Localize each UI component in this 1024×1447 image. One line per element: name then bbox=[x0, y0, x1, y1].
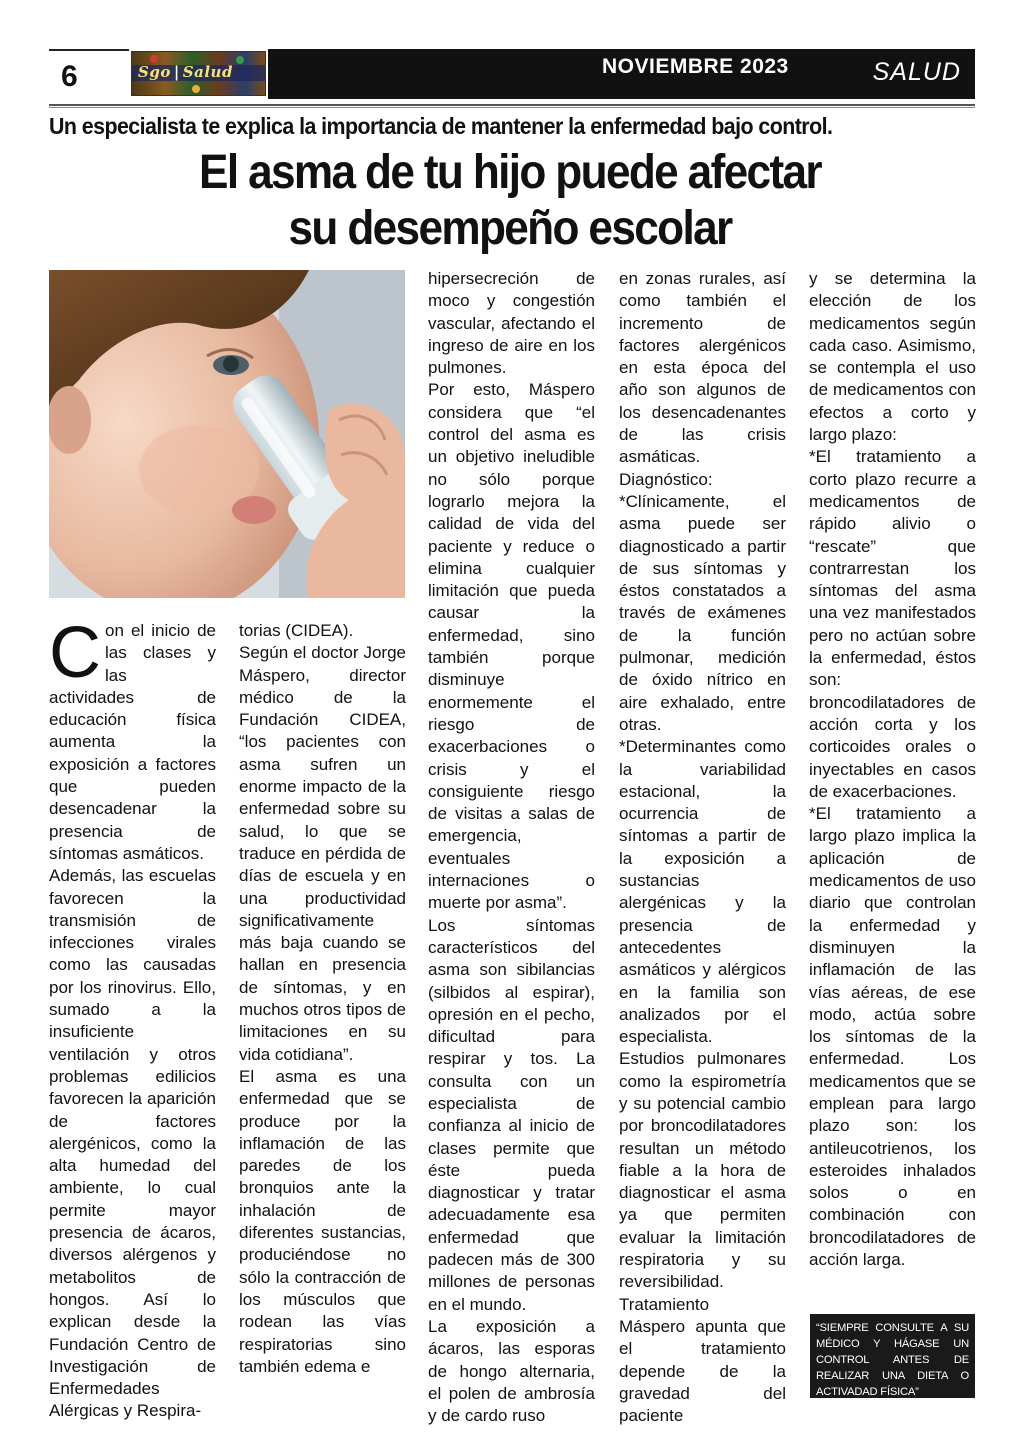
paragraph: *El tratamiento a corto plazo recurre a medicamentos de rápido alivio o “rescate” que contrarrestan los síntomas del asma una vez manifestados pero no actúan sobre la enfermedad, éstos son: broncodilatadores de acción corta y los corticoides orales o inyectables en casos de exacerbaciones. bbox=[809, 447, 976, 801]
paragraph: Estudios pulmonares como la espirometría y su potencial cambio por broncodilatadores resultan un método fiable a la hora de diagnosticar el asma ya que permiten evaluar la limitación respiratoria y su reversibilidad. bbox=[619, 1049, 786, 1292]
paragraph: *Clínicamente, el asma puede ser diagnosticado a partir de sus síntomas y éstos constatados a través de exámenes de la función pulmonar, medición de óxido nítrico en aire exhalado, entre otras. bbox=[619, 491, 786, 734]
paragraph: torias (CIDEA). bbox=[239, 621, 354, 640]
logo-text-left: Sgo bbox=[138, 63, 171, 81]
paragraph: *Determinantes como la variabilidad estacional, la ocurrencia de síntomas a partir de la exposición a sustancias alergénicas y la presencia de antecedentes asmáticos y alérgicos en la familia son analizados por el especialista. bbox=[619, 737, 786, 1047]
paragraph: Según el doctor Jorge Máspero, director médico de la Fundación CIDEA, “los pacientes con asma sufren un enorme impacto de la enfermedad sobre su salud, lo que se traduce en pérdida de días de escuela y en una productividad significativamente más baja cuando se hallan en presencia de síntomas, y en muchos otros tipos de limitaciones en su vida cotidiana”. bbox=[239, 643, 406, 1064]
paragraph: Máspero apunta que el tratamiento depende de la gravedad del paciente bbox=[619, 1316, 786, 1426]
article-headline bbox=[160, 145, 859, 257]
issue-date: NOVIEMBRE 2023 bbox=[602, 55, 789, 78]
article-photo bbox=[49, 270, 405, 598]
page-number: 6 bbox=[49, 49, 129, 99]
paragraph: Por esto, Máspero considera que “el control del asma es un objetivo ineludible no sólo porque lograrlo mejora la calidad de vida del paciente y reduce o elimina cualquier limitación que pueda causar la enfermedad, sino también porque disminuye enormemente el riesgo de exacerbaciones o crisis y el consiguiente riesgo de visitas a salas de emergencia, eventuales internaciones o muerte por asma”. bbox=[428, 380, 595, 913]
headline-line-2: su desempeño escolar bbox=[288, 202, 732, 255]
header-divider bbox=[49, 104, 975, 108]
paragraph: *El tratamiento a largo plazo implica la aplicación de medicamentos de uso diario que controlan la enfermedad y disminuyen la inflamación de las vías aéreas, de ese modo, actúa sobre los síntomas de la enfermedad. Los medicamentos que se emplean para largo plazo son: los antileucotrienos, los esteroides inhalados solos o en combinación con broncodilatadores de acción larga. bbox=[809, 804, 976, 1270]
section-label: SALUD bbox=[872, 58, 961, 86]
paragraph: Los síntomas característicos del asma son sibilancias (silbidos al espirar), opresión en el pecho, dificultad para respirar y tos. La consulta con un especialista de confianza al inicio de clases permite que éste pueda diagnosticar y tratar adecuadamente esa enfermedad que padecen más de 300 millones de personas en el mundo. bbox=[428, 915, 595, 1314]
drop-cap: C bbox=[49, 613, 101, 693]
article-column-1 bbox=[49, 613, 216, 1423]
paragraph: La exposición a ácaros, las esporas de hongo alternaria, el polen de ambrosía y de cardo ruso bbox=[428, 1316, 595, 1426]
paragraph: on el inicio de las clases y las actividades de educación física aumenta la exposición a factores que pueden desencadenar la presencia de síntomas asmáticos. bbox=[49, 621, 216, 863]
paragraph: hipersecreción de moco y congestión vascular, afectando el ingreso de aire en los pulmones. bbox=[428, 269, 595, 378]
page-header bbox=[49, 49, 975, 99]
article-column-2 bbox=[239, 620, 406, 1378]
paragraph: El asma es una enfermedad que se produce por la inflamación de las paredes de los bronquios ante la inhalación de diferentes sustancias, produciéndose no sólo la contracción de los músculos que rodean las vías respiratorias sino también edema e bbox=[239, 1066, 406, 1376]
article-column-5 bbox=[809, 268, 976, 1271]
publication-logo: Sgo | Salud bbox=[131, 51, 266, 96]
article-column-4 bbox=[619, 268, 786, 1427]
advice-notice-box: “SIEMPRE CONSULTE A SU MÉDICO Y HÁGASE UN CONTROL ANTES DE REALIZAR UNA DIETA O ACTIVADAD FÍSICA” bbox=[810, 1314, 975, 1398]
paragraph: y se determina la elección de los medicamentos según cada caso. Asimismo, se contempla el uso de medicamentos con efectos a corto y largo plazo: bbox=[809, 269, 976, 445]
paragraph: Además, las escuelas favorecen la transmisión de infecciones virales como las causadas por los rinovirus. Ello, sumado a la insuficiente ventilación y otros problemas edilicios favorecen la aparición de factores alergénicos, como la alta humedad del ambiente, lo cual permite mayor presencia de ácaros, diversos alérgenos y metabolitos de hongos. Así lo explican desde la Fundación Centro de Investigación de Enfermedades Alérgicas y Respira- bbox=[49, 866, 216, 1421]
article-column-3 bbox=[428, 268, 595, 1427]
headline-line-1: El asma de tu hijo puede afectar bbox=[199, 146, 821, 199]
article-kicker: Un especialista te explica la importancia de mantener la enfermedad bajo control. bbox=[49, 113, 833, 139]
paragraph: en zonas rurales, así como también el incremento de factores alergénicos en esta época del año son algunos de los desencadenantes de las crisis asmáticas. bbox=[619, 269, 786, 467]
header-bar bbox=[268, 49, 975, 99]
subheading-tratamiento: Tratamiento bbox=[619, 1294, 710, 1314]
logo-text-right: Salud bbox=[182, 63, 233, 81]
subheading-diagnostico: Diagnóstico: bbox=[619, 469, 713, 489]
child-inhaler-illustration bbox=[49, 270, 405, 598]
